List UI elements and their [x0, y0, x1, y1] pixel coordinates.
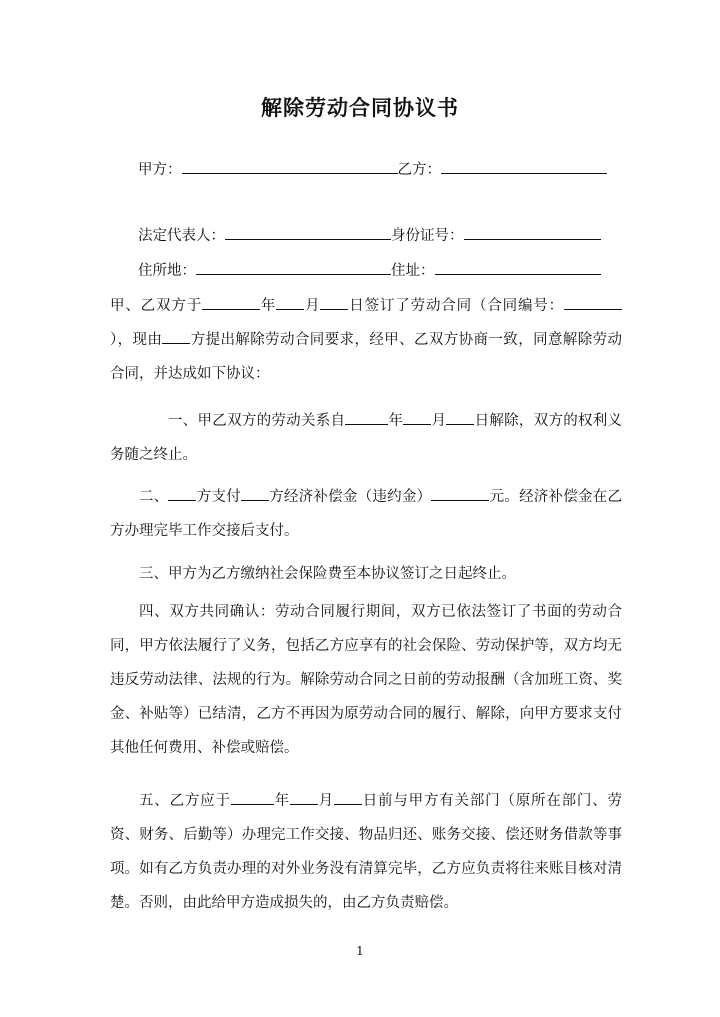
legal-rep-label: 法定代表人： — [138, 228, 225, 244]
intro-text-5: ）， — [110, 332, 133, 348]
id-number-label: 身份证号： — [391, 228, 464, 244]
contract-number-blank — [564, 294, 622, 310]
intro-text-1: 甲、乙双方于 — [110, 298, 203, 314]
clause-1-text-4: 日解除，双方的权利义务随之终止。 — [110, 413, 623, 463]
intro-paragraph — [110, 289, 622, 391]
handover-month-blank — [290, 789, 318, 805]
document-title: 解除劳动合同协议书 — [261, 96, 459, 120]
clause-1-text-1: 一、甲乙双方的劳动关系自 — [168, 413, 346, 429]
address-a-label: 住所地： — [138, 263, 196, 279]
address-line — [110, 259, 620, 281]
handover-day-blank — [334, 789, 362, 805]
clause-5-text-1: 五、乙方应于 — [139, 793, 231, 809]
intro-text-2: 年 — [260, 298, 277, 314]
intro-text-7: 方提出解除劳动合同要求，经甲、乙双方协商一致，同意解除劳动合同，并达成如下协议： — [110, 332, 623, 382]
clause-1 — [110, 404, 622, 472]
clause-4: 四、双方共同确认：劳动合同履行期间，双方已依法签订了书面的劳动合同，甲方依法履行了义务，包括乙方应享有的社会保险、劳动保护等，双方均无违反劳动法律、法规的行为。解除劳动合同之日前的劳动报酬（含加班工资、奖金、补贴等）已结清，乙方不再因为原劳动合同的履行、解除，向甲方要求支付其他任何费用、补偿或赔偿。 — [110, 604, 622, 756]
legal-rep-blank — [225, 224, 391, 240]
party-line — [110, 158, 620, 180]
sign-year-blank — [202, 294, 260, 310]
party-b-label: 乙方： — [397, 162, 441, 178]
clause-2 — [110, 480, 622, 548]
clause-2-text-4: 元。经济补偿金在乙方办理完毕工作交接后支付。 — [110, 489, 623, 539]
paying-party-blank — [168, 485, 196, 501]
intro-text-4: 日签订了劳动合同（合同编号： — [348, 298, 565, 314]
termination-year-blank — [345, 409, 388, 425]
id-number-blank — [464, 224, 601, 240]
intro-text-3: 月 — [304, 298, 321, 314]
termination-day-blank — [446, 409, 474, 425]
sign-month-blank — [276, 294, 304, 310]
clause-5 — [110, 784, 622, 920]
legal-rep-line — [110, 224, 620, 246]
party-a-label: 甲方： — [138, 162, 182, 178]
address-a-blank — [196, 259, 391, 275]
clause-1-text-2: 年 — [388, 413, 404, 429]
clause-2-text-3: 方经济补偿金（违约金） — [268, 489, 432, 505]
termination-month-blank — [403, 409, 431, 425]
clause-2-text-2: 方支付 — [196, 489, 241, 505]
receiving-party-blank — [241, 485, 269, 501]
handover-year-blank — [231, 789, 274, 805]
clause-2-text-1: 二、 — [139, 489, 169, 505]
clause-5-text-3: 月 — [317, 793, 334, 809]
party-b-blank — [441, 158, 607, 174]
proposing-party-blank — [162, 328, 190, 344]
clause-1-text-3: 月 — [431, 413, 447, 429]
party-a-blank — [182, 158, 398, 174]
address-b-blank — [435, 259, 601, 275]
clause-5-text-2: 年 — [273, 793, 290, 809]
intro-text-6: 现由 — [132, 332, 163, 348]
compensation-amount-blank — [431, 485, 489, 501]
address-b-label: 住址： — [391, 263, 435, 279]
clause-3: 三、甲方为乙方缴纳社会保险费至本协议签订之日起终止。 — [139, 566, 516, 582]
sign-day-blank — [320, 294, 348, 310]
clause-5-text-4: 日前与甲方有关部门（原所在部门、劳资、财务、后勤等）办理完工作交接、物品归还、账务交接、偿还财务借款等事项。如有乙方负责办理的对外业务没有清算完毕，乙方应负责将往来账目核对清楚。否则，由此给甲方造成损失的，由乙方负责赔偿。 — [110, 793, 623, 911]
page-number: 1 — [356, 944, 364, 958]
